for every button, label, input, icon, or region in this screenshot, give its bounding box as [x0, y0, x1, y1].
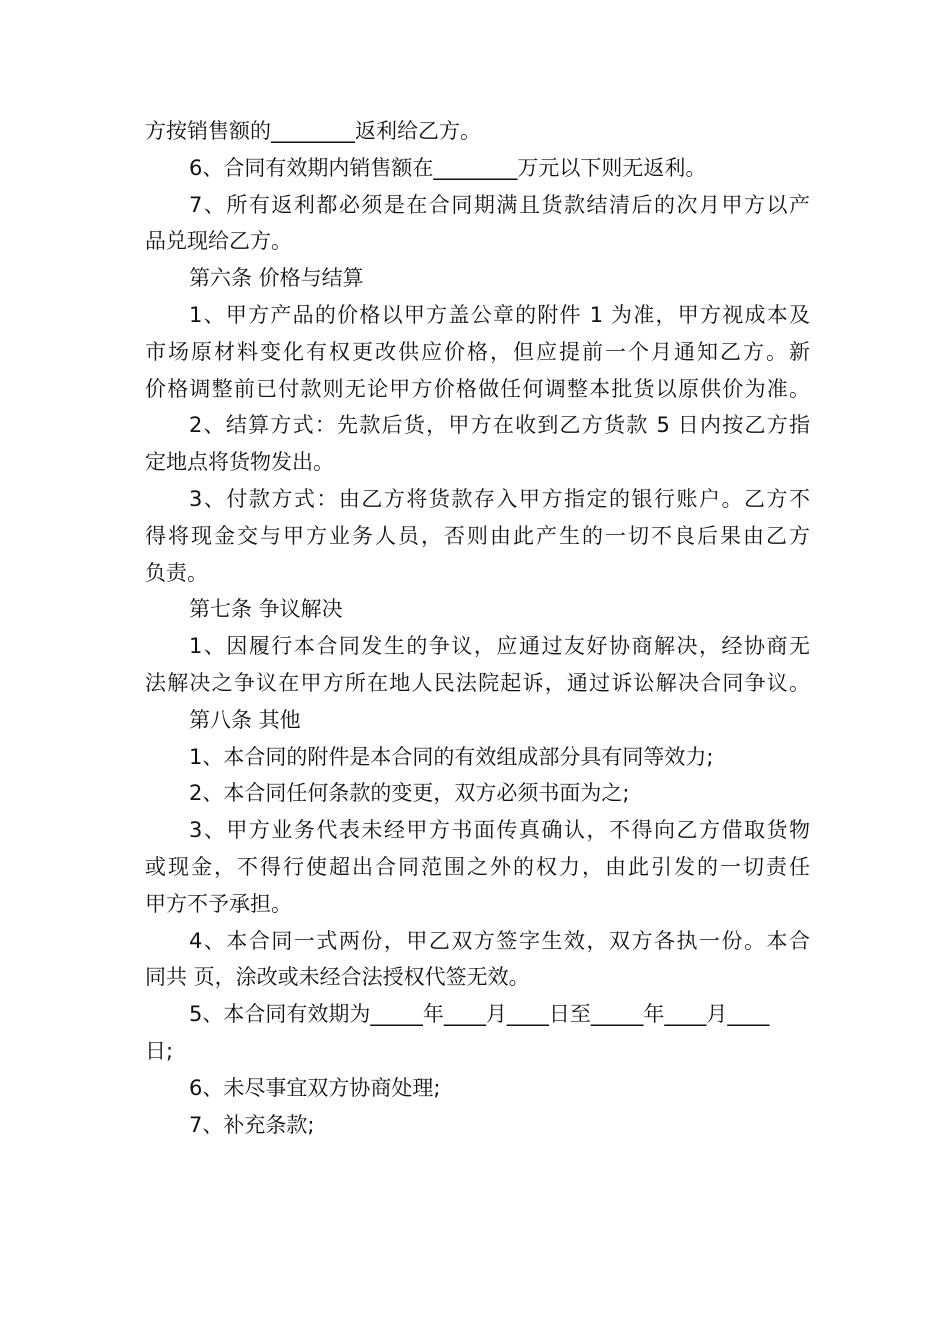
line-3: 7、所有返利都必须是在合同期满且货款结清后的次月甲方以产 — [189, 192, 810, 217]
line-22: 甲方不予承担。 — [145, 891, 292, 916]
line-25: 5、本合同有效期为_____年____月____日至_____年____月____ — [189, 1002, 770, 1027]
line-11: 3、付款方式：由乙方将货款存入甲方指定的银行账户。乙方不 — [189, 486, 810, 511]
line-16: 法解决之争议在甲方所在地人民法院起诉，通过诉讼解决合同争议。 — [145, 670, 810, 695]
line-28: 7、补充条款; — [189, 1112, 315, 1137]
section-heading-7: 第七条 争议解决 — [189, 597, 343, 622]
line-20: 3、甲方业务代表未经甲方书面传真确认，不得向乙方借取货物 — [189, 818, 810, 843]
line-15: 1、因履行本合同发生的争议，应通过友好协商解决，经协商无 — [189, 634, 810, 659]
line-6: 1、甲方产品的价格以甲方盖公章的附件 1 为准，甲方视成本及 — [189, 302, 810, 327]
line-24: 同共 页，涂改或未经合法授权代签无效。 — [145, 965, 530, 990]
line-8: 价格调整前已付款则无论甲方价格做任何调整本批货以原供价为准。 — [145, 376, 810, 401]
line-7: 市场原材料变化有权更改供应价格，但应提前一个月通知乙方。新 — [145, 339, 810, 364]
line-27: 6、未尽事宜双方协商处理; — [189, 1075, 441, 1100]
line-1: 方按销售额的________返利给乙方。 — [145, 119, 481, 143]
section-heading-6: 第六条 价格与结算 — [189, 266, 364, 291]
line-23: 4、本合同一式两份，甲乙双方签字生效，双方各执一份。本合 — [189, 928, 810, 953]
contract-text — [145, 113, 810, 1143]
line-10: 定地点将货物发出。 — [145, 450, 334, 475]
line-18: 1、本合同的附件是本合同的有效组成部分具有同等效力; — [189, 744, 714, 769]
line-21: 或现金，不得行使超出合同范围之外的权力，由此引发的一切责任 — [145, 854, 810, 879]
line-9: 2、结算方式：先款后货，甲方在收到乙方货款 5 日内按乙方指 — [189, 413, 810, 438]
line-13: 负责。 — [145, 560, 208, 585]
line-4: 品兑现给乙方。 — [145, 229, 292, 254]
line-12: 得将现金交与甲方业务人员，否则由此产生的一切不良后果由乙方 — [145, 523, 810, 548]
line-26: 日; — [145, 1038, 174, 1063]
line-19: 2、本合同任何条款的变更，双方必须书面为之; — [189, 781, 630, 806]
section-heading-8: 第八条 其他 — [189, 707, 301, 732]
line-2: 6、合同有效期内销售额在________万元以下则无返利。 — [189, 155, 707, 180]
